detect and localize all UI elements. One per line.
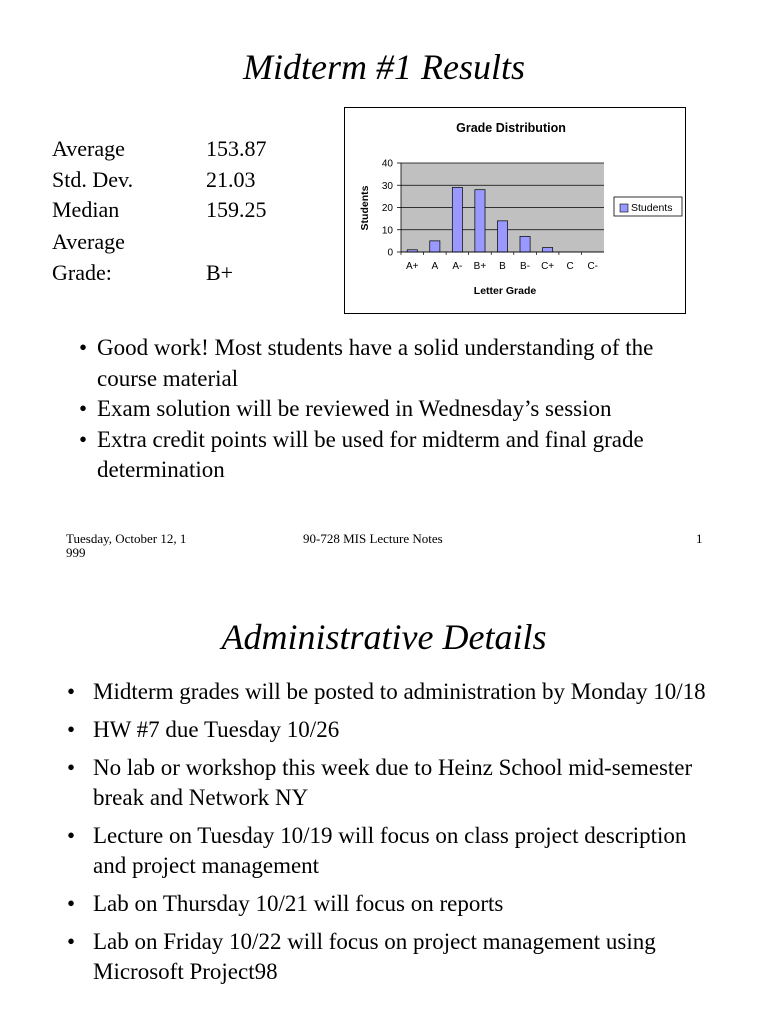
admin-bullets — [67, 677, 713, 995]
stat-label: Average — [52, 136, 125, 161]
bar — [520, 236, 530, 252]
stat-label: Average — [52, 229, 125, 254]
bullet-dot: • — [67, 823, 76, 848]
list-item — [67, 677, 713, 707]
list-item — [67, 821, 713, 881]
bullet-text: Midterm grades will be posted to administration by Monday 10/18 — [93, 679, 706, 704]
bullet-text: No lab or workshop this week due to Heinz School mid-semester break and Network NY — [93, 755, 693, 810]
chart-title: Grade Distribution — [456, 121, 566, 135]
stat-label: Median — [52, 197, 120, 222]
legend — [614, 197, 682, 216]
x-tick-label: A — [431, 261, 439, 272]
y-tick-label: 20 — [381, 203, 393, 214]
stat-value: 153.87 — [206, 136, 267, 161]
bullet-dot: • — [79, 396, 88, 421]
bullet-dot: • — [67, 891, 76, 916]
footer-date — [66, 532, 186, 560]
bullet-dot: • — [67, 929, 76, 954]
stat-value: B+ — [206, 260, 234, 285]
list-item — [67, 715, 713, 745]
x-tick-label: C- — [587, 261, 599, 272]
x-tick-label: B+ — [473, 261, 487, 272]
list-item — [79, 425, 677, 486]
stat-label: Grade: — [52, 260, 112, 285]
legend-label: Students — [631, 202, 673, 214]
bullet-text: Good work! Most students have a solid understanding of the course material — [97, 335, 654, 391]
grade-distribution-chart — [344, 107, 686, 314]
x-axis-label: Letter Grade — [473, 285, 537, 297]
bullet-dot: • — [79, 335, 88, 360]
y-tick-label: 0 — [387, 247, 393, 259]
results-bullets — [79, 333, 677, 486]
legend-swatch — [620, 204, 628, 212]
bullet-dot: • — [67, 679, 76, 704]
bar — [497, 221, 507, 252]
x-tick-label: B- — [520, 261, 531, 272]
bar — [475, 190, 485, 252]
y-axis-label: Students — [359, 185, 371, 231]
footer-date-line1: Tuesday, October 12, 1 — [66, 531, 187, 546]
x-tick-label: C — [566, 261, 574, 272]
stat-value: 21.03 — [206, 167, 256, 192]
bullet-dot: • — [67, 717, 76, 742]
y-tick-labels — [382, 159, 394, 259]
bullet-text: HW #7 due Tuesday 10/26 — [93, 717, 340, 742]
bullet-text: Lab on Friday 10/22 will focus on project management using Microsoft Project98 — [93, 929, 656, 984]
footer-course: 90-728 MIS Lecture Notes — [303, 531, 443, 546]
y-tick-label: 10 — [381, 225, 393, 237]
x-tick-label: A+ — [406, 261, 419, 272]
x-tick-labels — [406, 261, 598, 272]
y-tick-label: 30 — [381, 180, 393, 192]
footer-page-number: 1 — [696, 531, 703, 546]
bar — [543, 248, 553, 252]
bullet-text: Extra credit points will be used for midterm and final grade determination — [97, 426, 644, 482]
x-tick-label: B — [499, 261, 506, 272]
stat-label: Std. Dev. — [52, 167, 134, 192]
slide2-title: Administrative Details — [221, 617, 547, 657]
x-tick-label: C+ — [541, 261, 555, 272]
chart-svg — [345, 108, 685, 313]
x-tick-label: A- — [452, 261, 463, 272]
bullet-dot: • — [79, 426, 88, 452]
y-tick-label: 40 — [381, 158, 393, 170]
stat-value: 159.25 — [206, 197, 267, 222]
bullet-text: Exam solution will be reviewed in Wednesday’s session — [97, 396, 612, 421]
bullet-text: Lab on Thursday 10/21 will focus on reports — [93, 891, 504, 916]
bar — [430, 241, 440, 252]
bar — [452, 187, 462, 252]
bullet-dot: • — [67, 755, 76, 780]
list-item — [79, 333, 677, 394]
footer-date-line2: 999 — [66, 545, 86, 560]
list-item — [67, 927, 713, 987]
list-item — [67, 753, 713, 813]
list-item — [67, 889, 713, 919]
list-item — [79, 394, 677, 425]
slide-title: Midterm #1 Results — [243, 47, 525, 87]
bullet-text: Lecture on Tuesday 10/19 will focus on class project description and project management — [93, 823, 687, 878]
